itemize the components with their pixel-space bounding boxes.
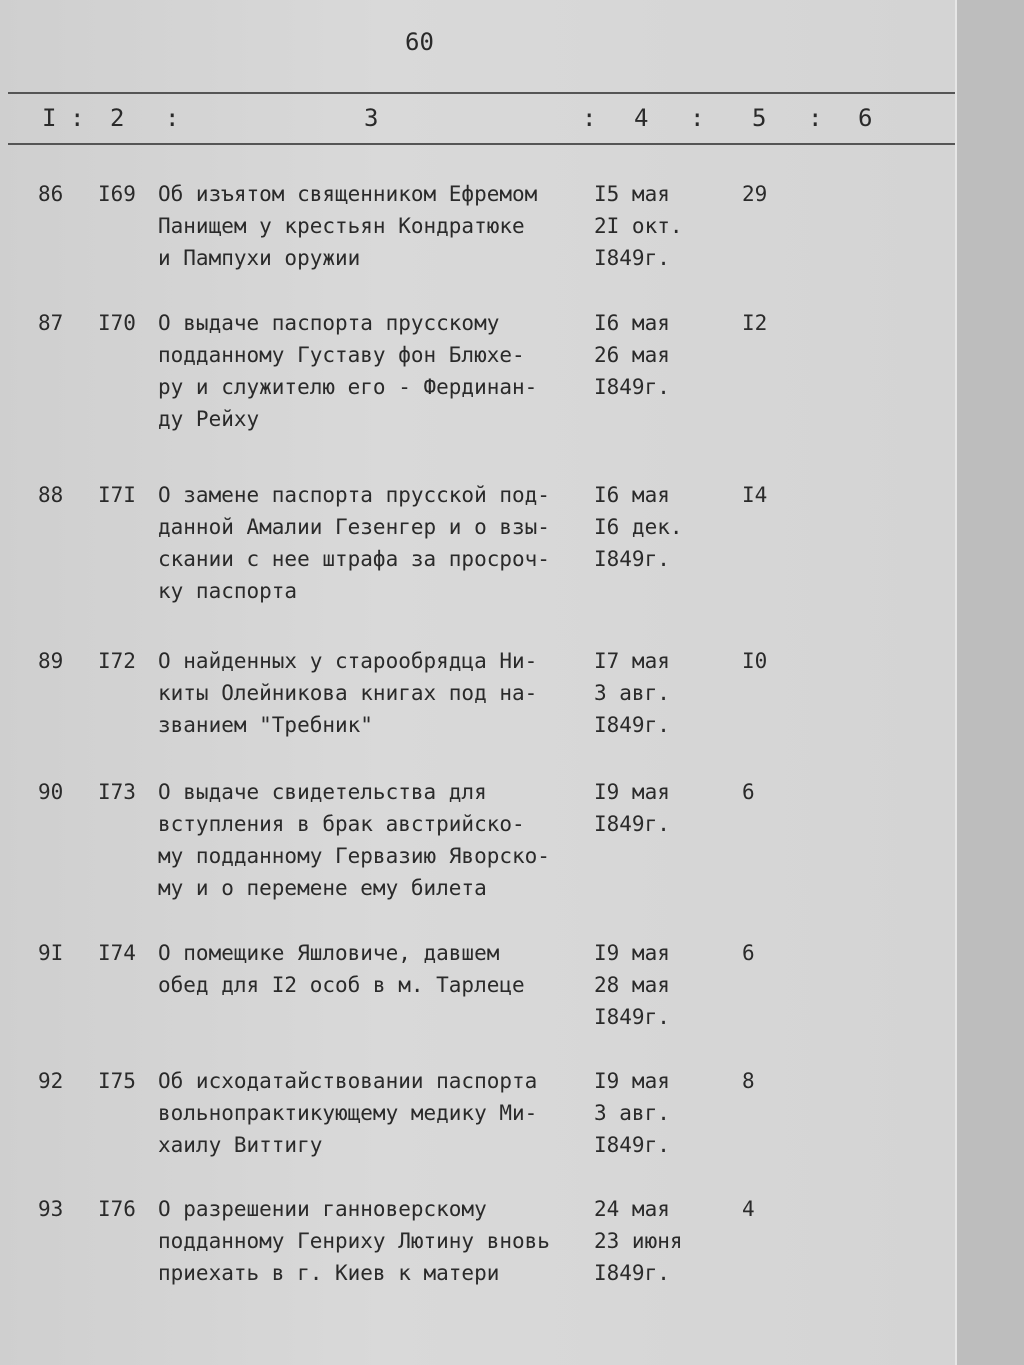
- row-number: 89: [38, 649, 64, 673]
- sheet-count: 6: [742, 941, 755, 965]
- header-sep: :: [690, 104, 705, 132]
- file-number: I75: [98, 1069, 136, 1093]
- sheet-count: I4: [742, 483, 768, 507]
- file-number: I73: [98, 780, 136, 804]
- case-title: О выдаче паспорта прусскому подданному Густаву фон Блюхе- ру и служителю его - Фердинан- ду Рейху: [158, 311, 538, 431]
- case-dates: I5 мая 2I окт. I849г.: [594, 182, 683, 270]
- case-dates: I9 мая 3 авг. I849г.: [594, 1069, 670, 1157]
- case-title: О разрешении ганноверскому подданному Генриху Лютину вновь приехать в г. Киев к матери: [158, 1197, 550, 1285]
- sheet-count: I0: [742, 649, 768, 673]
- case-title: О выдаче свидетельства для вступления в брак австрийско- му подданному Гервазию Яворско- му и о перемене ему билета: [158, 780, 550, 900]
- header-sep: :: [70, 104, 85, 132]
- header-sep: :: [808, 104, 823, 132]
- case-title: О замене паспорта прусской под- данной Амалии Гезенгер и о взы- скании с нее штрафа за просроч- ку паспорта: [158, 483, 550, 603]
- file-number: I72: [98, 649, 136, 673]
- row-number: 86: [38, 182, 64, 206]
- case-dates: I6 мая I6 дек. I849г.: [594, 483, 683, 571]
- case-dates: I9 мая 28 мая I849г.: [594, 941, 670, 1029]
- row-number: 87: [38, 311, 64, 335]
- header-rule-top: [8, 92, 955, 94]
- row-number: 88: [38, 483, 64, 507]
- sheet-count: 4: [742, 1197, 755, 1221]
- case-dates: I7 мая 3 авг. I849г.: [594, 649, 670, 737]
- file-number: I69: [98, 182, 136, 206]
- header-col-6: 6: [858, 104, 873, 132]
- header-rule-bottom: [8, 143, 955, 145]
- file-number: I74: [98, 941, 136, 965]
- file-number: I70: [98, 311, 136, 335]
- row-number: 90: [38, 780, 64, 804]
- header-sep: :: [582, 104, 597, 132]
- sheet-count: 6: [742, 780, 755, 804]
- case-title: Об изъятом священником Ефремом Панищем у крестьян Кондратюке и Пампухи оружии: [158, 182, 538, 270]
- header-col-2: 2: [110, 104, 125, 132]
- case-dates: I6 мая 26 мая I849г.: [594, 311, 670, 399]
- header-col-3: 3: [364, 104, 379, 132]
- row-number: 92: [38, 1069, 64, 1093]
- file-number: I76: [98, 1197, 136, 1221]
- sheet-count: I2: [742, 311, 768, 335]
- case-title: О найденных у старообрядца Ни- киты Олейникова книгах под на- званием "Требник": [158, 649, 538, 737]
- file-number: I7I: [98, 483, 136, 507]
- sheet-count: 29: [742, 182, 768, 206]
- next-page-edge: [955, 0, 1024, 1365]
- case-dates: I9 мая I849г.: [594, 780, 670, 836]
- header-sep: :: [165, 104, 180, 132]
- sheet-count: 8: [742, 1069, 755, 1093]
- header-col-4: 4: [634, 104, 649, 132]
- row-number: 9I: [38, 941, 64, 965]
- case-title: О помещике Яшловиче, давшем обед для I2 особ в м. Тарлеце: [158, 941, 525, 997]
- case-title: Об исходатайствовании паспорта вольнопрактикующему медику Ми- хаилу Виттигу: [158, 1069, 538, 1157]
- case-dates: 24 мая 23 июня I849г.: [594, 1197, 683, 1285]
- header-col-5: 5: [752, 104, 767, 132]
- header-col-1: I: [42, 104, 57, 132]
- page-number: 60: [405, 28, 434, 56]
- row-number: 93: [38, 1197, 64, 1221]
